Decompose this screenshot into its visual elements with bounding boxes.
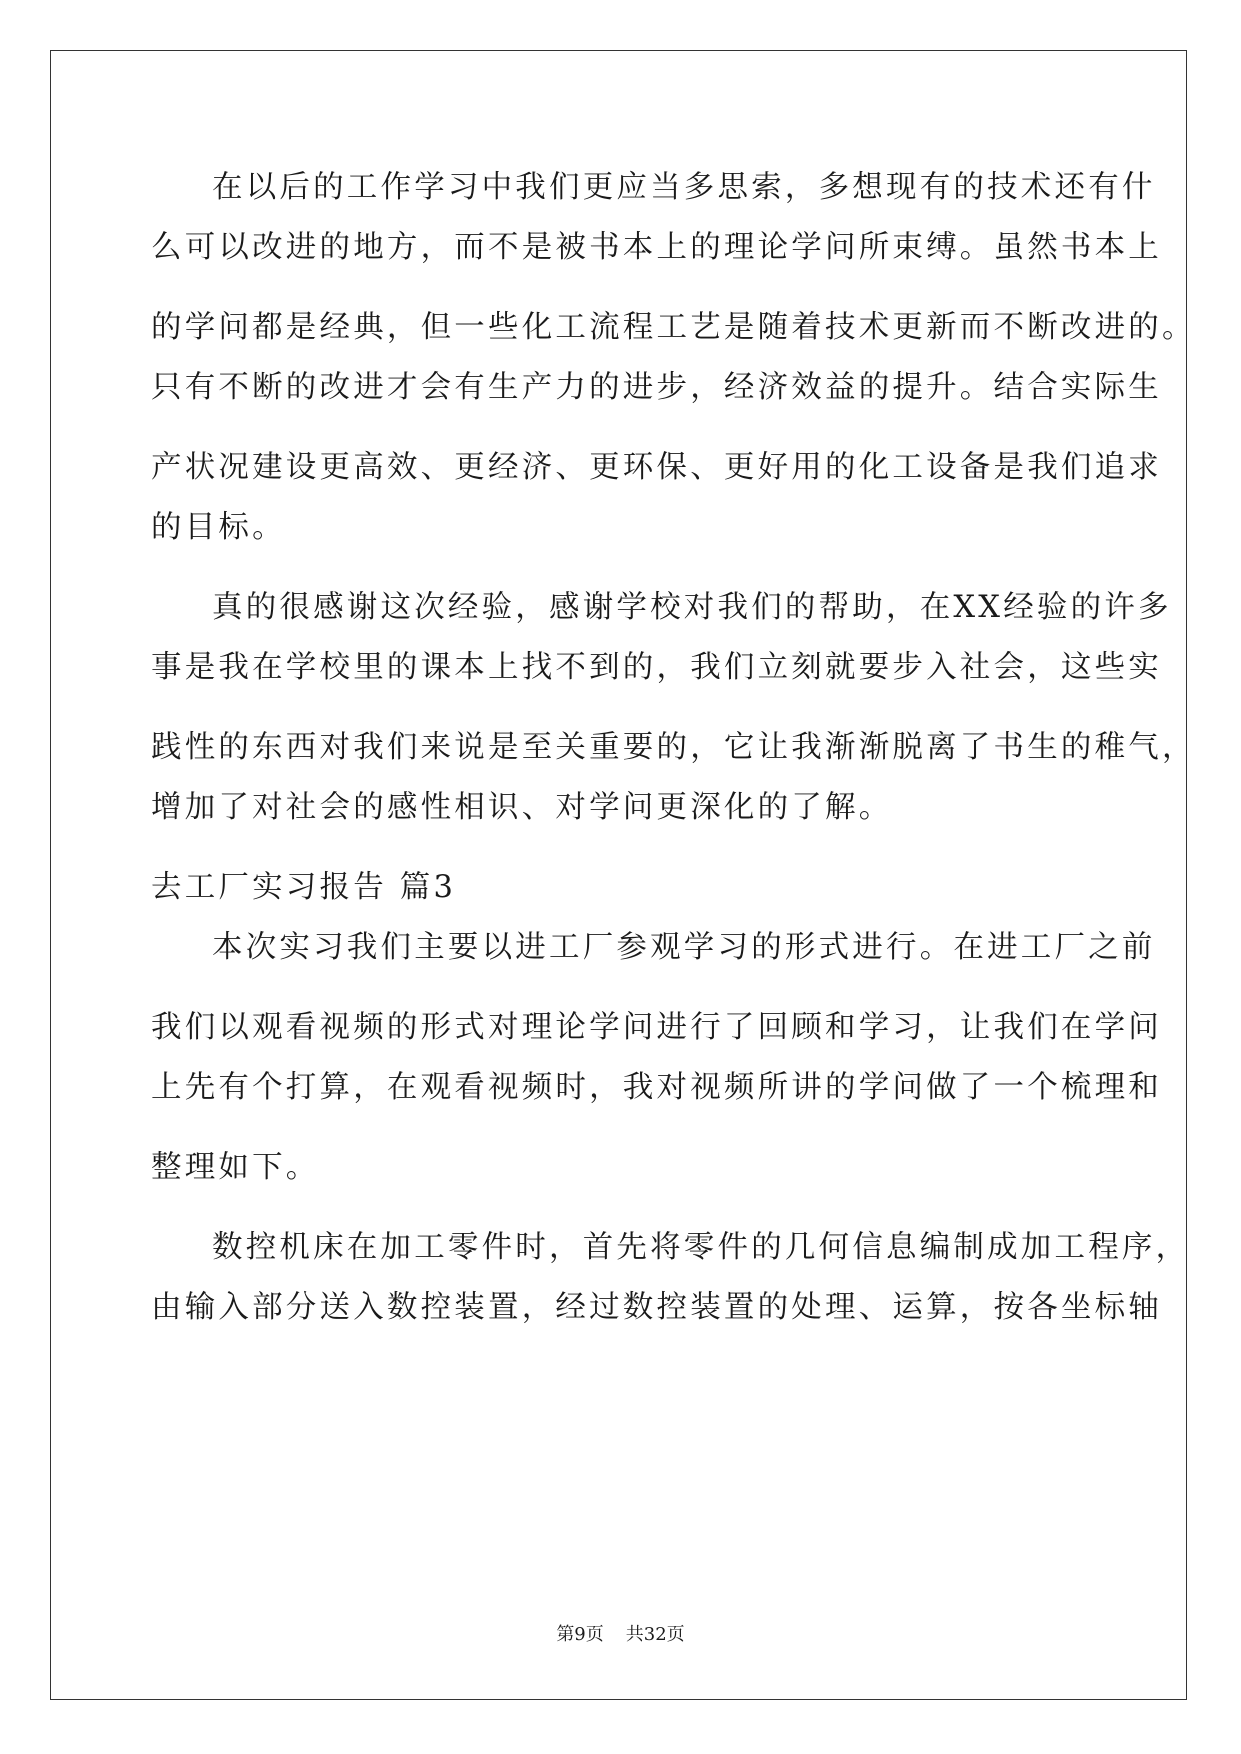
page-number: 第9页	[556, 1624, 604, 1645]
paragraph-line: 上先有个打算，在观看视频时，我对视频所讲的学问做了一个梳理和	[151, 1070, 1162, 1105]
paragraph-line: 在以后的工作学习中我们更应当多思索，多想现有的技术还有什	[212, 170, 1156, 205]
paragraph-line: 增加了对社会的感性相识、对学问更深化的了解。	[151, 790, 893, 825]
paragraph-line: 么可以改进的地方，而不是被书本上的理论学问所束缚。虽然书本上	[151, 230, 1162, 265]
paragraph-line: 本次实习我们主要以进工厂参观学习的形式进行。在进工厂之前	[212, 930, 1156, 965]
section-heading: 去工厂实习报告 篇3	[151, 870, 457, 905]
page-footer	[0, 1620, 1241, 1646]
paragraph-line: 数控机床在加工零件时，首先将零件的几何信息编制成加工程序，	[212, 1230, 1190, 1265]
paragraph-line: 的目标。	[151, 510, 286, 545]
page-total: 共32页	[625, 1624, 685, 1645]
paragraph-line: 的学问都是经典，但一些化工流程工艺是随着技术更新而不断改进的。	[151, 310, 1196, 345]
paragraph-line: 践性的东西对我们来说是至关重要的，它让我渐渐脱离了书生的稚气，	[151, 730, 1196, 765]
paragraph-line: 真的很感谢这次经验，感谢学校对我们的帮助，在XX经验的许多	[212, 590, 1172, 625]
paragraph-line: 我们以观看视频的形式对理论学问进行了回顾和学习，让我们在学问	[151, 1010, 1162, 1045]
paragraph-line: 事是我在学校里的课本上找不到的，我们立刻就要步入社会，这些实	[151, 650, 1162, 685]
paragraph-line: 由输入部分送入数控装置，经过数控装置的处理、运算，按各坐标轴	[151, 1290, 1162, 1325]
paragraph-line: 产状况建设更高效、更经济、更环保、更好用的化工设备是我们追求	[151, 450, 1162, 485]
paragraph-line: 只有不断的改进才会有生产力的进步，经济效益的提升。结合实际生	[151, 370, 1162, 405]
paragraph-line: 整理如下。	[151, 1150, 320, 1185]
